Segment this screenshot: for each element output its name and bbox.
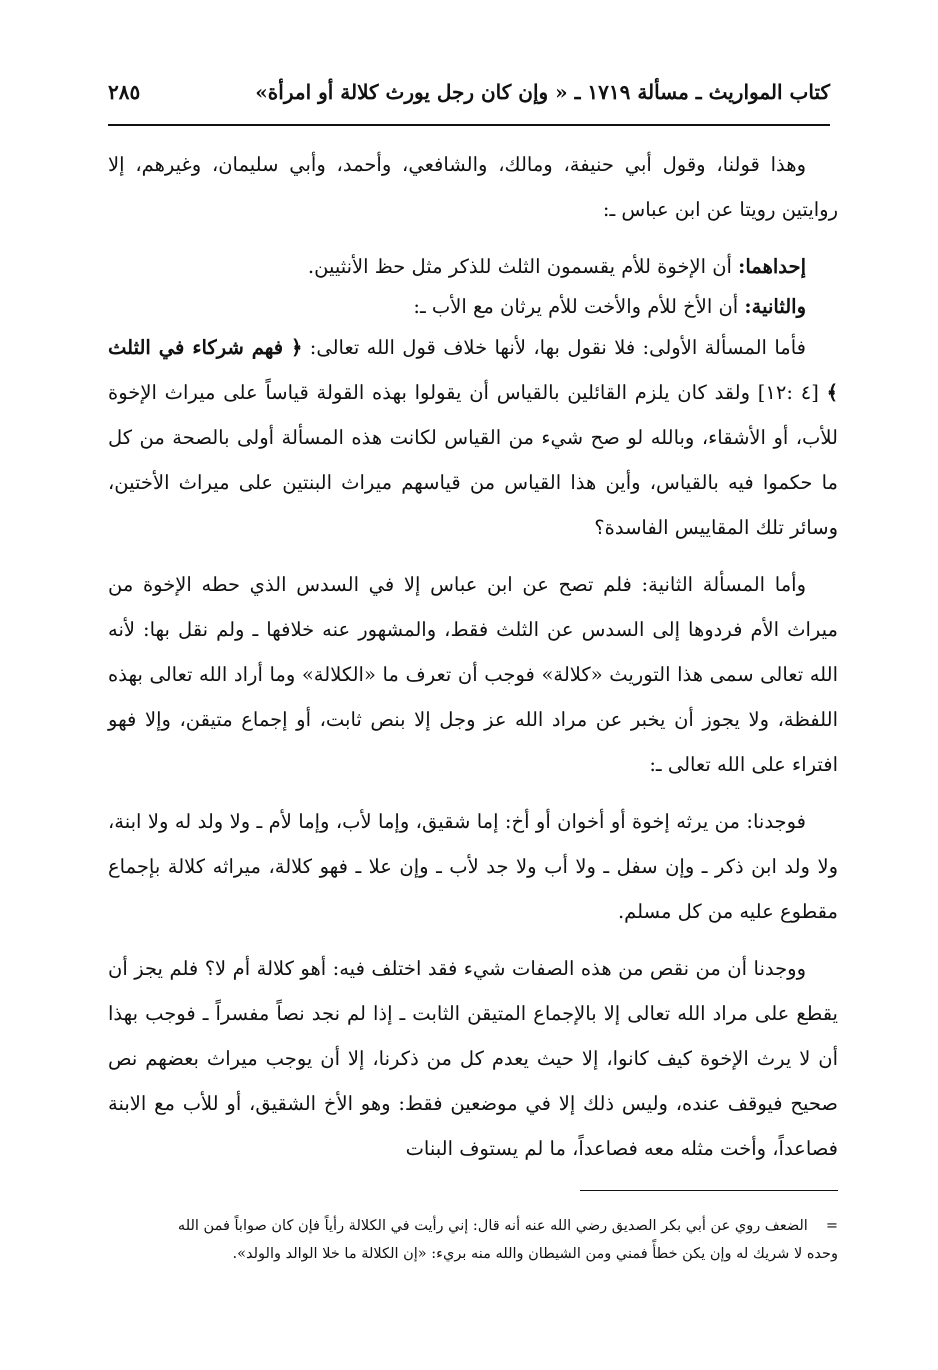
paragraph-5: وأما المسألة الثانية: فلم تصح عن ابن عباس إلا في السدس الذي حطه الإخوة من ميراث الأم فردوها إلى السدس عن الثلث فقط، والمشهور عنه خلافها ـ ولم نقل بها: لأنه الله تعالى سمى هذا التوريث «كلالة» فوجب أن تعرف ما «الكلالة» وما أراد الله تعالى بهذه اللفظة، ولا يجوز أن يخبر عن مراد الله عز وجل إلا بنص ثابت، أو إجماع متيقن، وإلا فهو افتراء على الله تعالى ـ: (108, 573, 838, 776)
footnote-rule (580, 1190, 838, 1191)
footnote-line-1-text: الضعف روي عن أبي بكر الصديق رضي الله عنه أنه قال: إني رأيت في الكلالة رأياً فإن كان صواباً فمن الله (177, 1218, 808, 1234)
paragraph-3-text: أن الأخ للأم والأخت للأم يرثان مع الأب ـ: (413, 295, 745, 318)
page-number: ٢٨٥ (108, 80, 141, 104)
paragraph-7: ووجدنا أن من نقص من هذه الصفات شيء فقد اختلف فيه: أهو كلالة أم لا؟ فلم يجز أن يقطع على مراد الله تعالى إلا بالإجماع المتيقن الثابت ـ إذا لم نجد نصاً مفسراً ـ فوجب بهذا أن لا يرث الإخوة كيف كانوا، إلا حيث يعدم كل من ذكرنا، إلا أن يوجب ميراث بعضهم نص صحيح فيوقف عنده، وليس ذلك إلا في موضعين فقط: وهو الأخ الشقيق، أو للأب مع الابنة فصاعداً، وأخت مثله معه فصاعداً، ما لم يستوف البنات (108, 957, 838, 1160)
running-title: كتاب المواريث ـ مسألة ١٧١٩ ـ « وإن كان رجل يورث كلالة أو امرأة» (255, 80, 830, 104)
paragraph-2-lead: إحداهما: (738, 255, 806, 278)
main-text (108, 142, 838, 1171)
paragraph-4 (108, 325, 838, 550)
paragraph-3-lead: والثانية: (744, 295, 806, 318)
paragraph-6: فوجدنا: من يرثه إخوة أو أخوان أو أخ: إما شقيق، وإما لأب، وإما لأم ـ ولا ولد له ولا ابنة، ولا ولد ابن ذكر ـ وإن سفل ـ ولا أب ولا جد لأب ـ وإن علا ـ فهو كلالة، ميراثه كلالة بإجماع مقطوع عليه من كل مسلم. (108, 810, 838, 923)
running-header (108, 72, 830, 112)
header-rule (108, 124, 830, 126)
paragraph-1: وهذا قولنا، وقول أبي حنيفة، ومالك، والشافعي، وأحمد، وأبي سليمان، وغيرهم، إلا روايتين رويتا عن ابن عباس ـ: (108, 153, 838, 221)
footnote-line-2: وحده لا شريك له وإن يكن خطأً فمني ومن الشيطان والله منه بريء: «إن الكلالة ما خلا الوالد والولد». (232, 1246, 838, 1262)
footnote-continuation-mark: = (825, 1218, 838, 1234)
paragraph-2 (108, 244, 838, 289)
paragraph-2-text: أن الإخوة للأم يقسمون الثلث للذكر مثل حظ الأنثيين. (307, 255, 739, 278)
paragraph-4-after: [٤ :١٢] ولقد كان يلزم القائلين بالقياس أن يقولوا بهذه القولة قياساً على ميراث الإخوة للأب، أو الأشقاء، وبالله لو صح شيء من القياس لكانت هذه المسألة أولى بالصحة من كل ما حكموا فيه بالقياس، وأين هذا القياس من قياسهم ميراث البنتين على ميراث الأختين، وسائر تلك المقاييس الفاسدة؟ (108, 381, 838, 539)
paragraph-3 (108, 289, 838, 325)
paragraph-4-before: فأما المسألة الأولى: فلا نقول بها، لأنها خلاف قول الله تعالى: (302, 336, 806, 359)
quran-quote: ﴿ فهم شركاء في الثلث ﴾ (108, 336, 838, 404)
footnote-line-1 (108, 1212, 838, 1240)
footnote (108, 1212, 838, 1268)
